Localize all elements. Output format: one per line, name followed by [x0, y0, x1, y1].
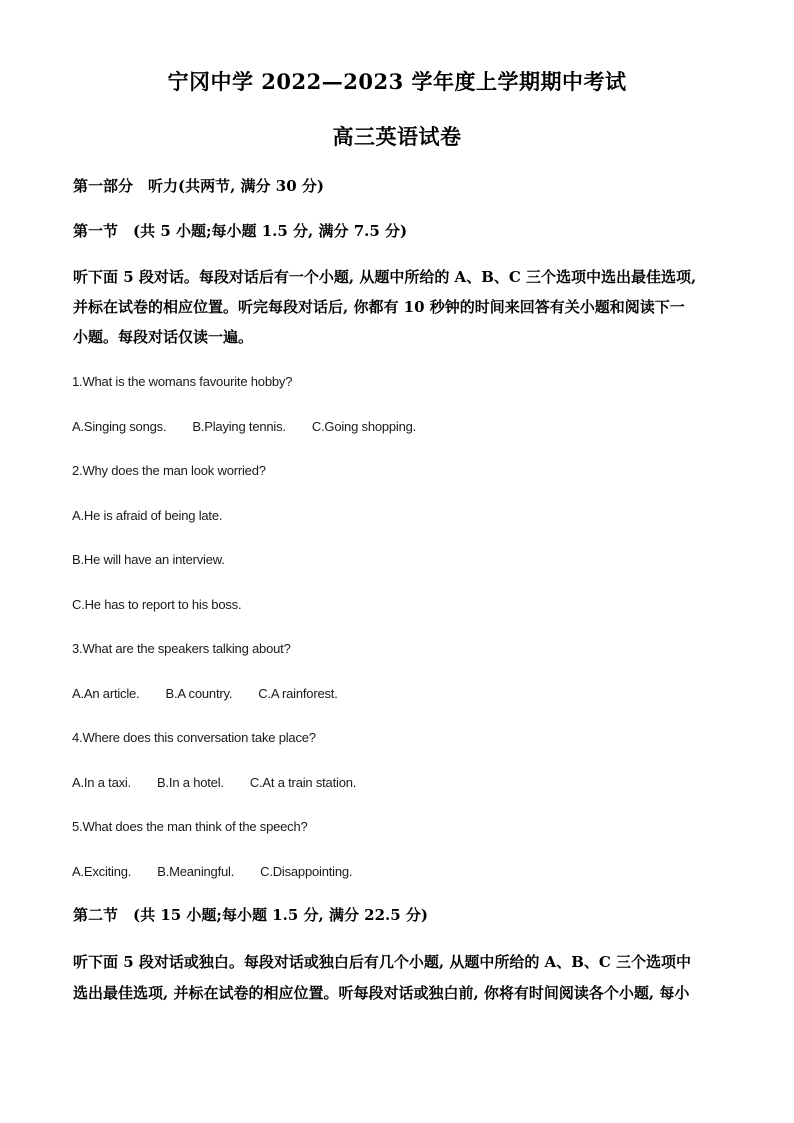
question-4-option-c: C.At a train station. [249, 775, 357, 790]
question-5-stem: 5.What does the man think of the speech? [72, 819, 308, 834]
question-3-options [72, 685, 338, 703]
question-4-option-b: B.In a hotel. [157, 775, 224, 790]
question-3-option-c: C.A rainforest. [258, 686, 338, 701]
question-2-option-c: C.He has to report to his boss. [72, 597, 242, 612]
question-5-options [72, 863, 352, 881]
question-1-option-a: A.Singing songs. [72, 419, 167, 434]
question-4-stem: 4.Where does this conversation take place? [72, 730, 316, 745]
question-2-option-a: A.He is afraid of being late. [72, 508, 223, 523]
question-3-stem: 3.What are the speakers talking about? [72, 641, 291, 656]
question-2-stem: 2.Why does the man look worried? [72, 463, 266, 478]
question-4-option-a: A.In a taxi. [72, 775, 132, 790]
question-1-stem: 1.What is the womans favourite hobby? [72, 374, 293, 389]
question-3-option-b: B.A country. [165, 686, 233, 701]
question-2-option-b: B.He will have an interview. [72, 552, 225, 567]
section2-instructions-line: 选出最佳选项, 并标在试卷的相应位置。听每段对话或独白前, 你将有时间阅读各个小题, 每小 [73, 984, 690, 1002]
question-5-option-c: C.Disappointing. [260, 864, 353, 879]
question-1-option-c: C.Going shopping. [311, 419, 417, 434]
question-4-options [72, 774, 356, 792]
section1-instructions-line: 听下面 5 段对话。每段对话后有一个小题, 从题中所给的 A、B、C 三个选项中选出最佳选项, [73, 268, 697, 286]
question-1-option-b: B.Playing tennis. [192, 419, 286, 434]
section1-heading: 第一节 (共 5 小题;每小题 1.5 分, 满分 7.5 分) [73, 222, 408, 240]
question-5-option-b: B.Meaningful. [157, 864, 235, 879]
section2-instructions-line: 听下面 5 段对话或独白。每段对话或独白后有几个小题, 从题中所给的 A、B、C 三个选项中 [73, 953, 692, 971]
question-3-option-a: A.An article. [72, 686, 140, 701]
question-1-options [72, 418, 416, 436]
exam-title: 宁冈中学 2022—2023 学年度上学期期中考试 [167, 69, 627, 94]
section1-instructions-line: 并标在试卷的相应位置。听完每段对话后, 你都有 10 秒钟的时间来回答有关小题和阅读下一 [73, 298, 685, 316]
section2-heading: 第二节 (共 15 小题;每小题 1.5 分, 满分 22.5 分) [73, 906, 429, 924]
section1-instructions-line: 小题。每段对话仅读一遍。 [73, 328, 254, 346]
part1-heading: 第一部分 听力(共两节, 满分 30 分) [73, 177, 324, 195]
question-5-option-a: A.Exciting. [72, 864, 132, 879]
exam-subtitle: 高三英语试卷 [332, 124, 462, 149]
